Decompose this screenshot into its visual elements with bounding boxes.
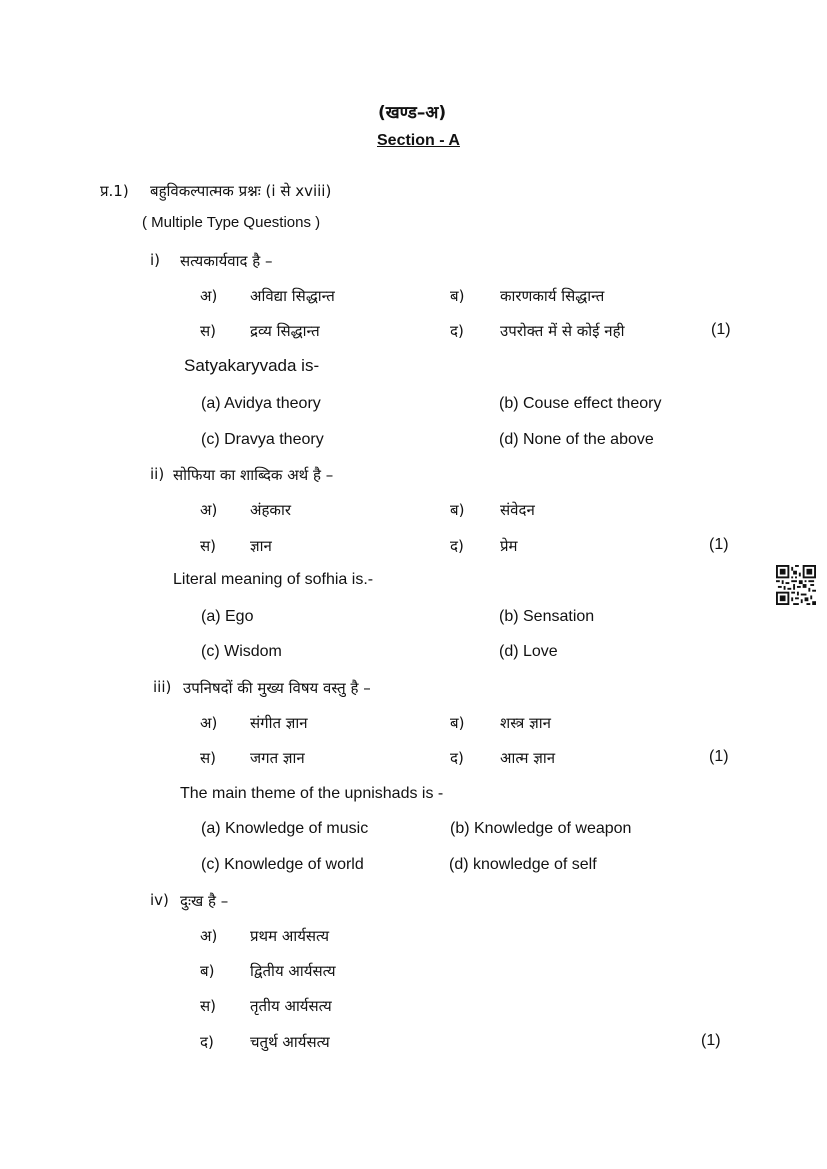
option-text: उपरोक्त में से कोई नही [500, 322, 625, 340]
option-text: संवेदन [500, 501, 535, 519]
english-option: (d) None of the above [499, 431, 654, 448]
option-label: स) [200, 749, 216, 767]
question-number: प्र.1) [100, 182, 129, 200]
subq-number: ii) [150, 465, 165, 483]
option-text: संगीत ज्ञान [250, 714, 308, 732]
marks: (1) [711, 321, 731, 338]
english-option: (b) Sensation [499, 608, 595, 625]
option-label: ब) [200, 962, 215, 980]
english-option: (b) Knowledge of weapon [450, 820, 632, 837]
option-label: अ) [200, 714, 218, 732]
qr-code-icon [776, 565, 816, 605]
option-label: द) [450, 537, 464, 555]
question-heading-hindi: बहुविकल्पात्मक प्रश्नः (i से xviii) [150, 182, 332, 200]
option-text: अविद्या सिद्धान्त [250, 287, 335, 305]
option-text: आत्म ज्ञान [500, 749, 556, 767]
option-text: शस्त्र ज्ञान [500, 714, 551, 732]
subq-number: iii) [153, 678, 172, 696]
option-text: अंहकार [250, 501, 291, 519]
english-option: (a) Ego [201, 608, 254, 625]
english-option: (b) Couse effect theory [499, 395, 662, 412]
option-label: अ) [200, 501, 218, 519]
question-heading-english: ( Multiple Type Questions ) [142, 214, 321, 231]
subq-hindi: उपनिषदों की मुख्य विषय वस्तु है – [183, 679, 371, 697]
option-label: ब) [450, 501, 465, 519]
option-label: स) [200, 537, 216, 555]
option-label: अ) [200, 287, 218, 305]
section-title-hindi: (खण्ड–अ) [378, 103, 447, 123]
section-title-english: Section - A [377, 132, 460, 149]
subq-english: The main theme of the upnishads is - [180, 785, 444, 802]
subq-number: iv) [150, 891, 169, 909]
option-label: ब) [450, 714, 465, 732]
english-option: (c) Dravya theory [201, 431, 324, 448]
option-text: कारणकार्य सिद्धान्त [500, 287, 605, 305]
option-text: द्रव्य सिद्धान्त [250, 322, 320, 340]
option-text: द्वितीय आर्यसत्य [250, 962, 336, 980]
subq-english: Satyakaryvada is- [184, 356, 320, 375]
subq-english: Literal meaning of sofhia is.- [173, 571, 374, 588]
subq-hindi: सोफिया का शाब्दिक अर्थ है – [173, 466, 334, 484]
option-text: प्रथम आर्यसत्य [250, 927, 330, 945]
option-label: ब) [450, 287, 465, 305]
option-text: चतुर्थ आर्यसत्य [250, 1033, 330, 1051]
marks: (1) [709, 536, 729, 553]
subq-hindi: दुःख है – [180, 892, 229, 910]
marks: (1) [709, 748, 729, 765]
option-text: ज्ञान [250, 537, 272, 555]
english-option: (a) Knowledge of music [201, 820, 369, 837]
option-label: द) [450, 749, 464, 767]
option-label: द) [200, 1033, 214, 1051]
english-option: (c) Wisdom [201, 643, 282, 660]
option-label: अ) [200, 927, 218, 945]
option-label: स) [200, 997, 216, 1015]
option-label: स) [200, 322, 216, 340]
english-option: (c) Knowledge of world [201, 856, 364, 873]
option-text: जगत ज्ञान [250, 749, 305, 767]
marks: (1) [701, 1032, 721, 1049]
subq-hindi: सत्यकार्यवाद है – [180, 252, 273, 270]
option-text: तृतीय आर्यसत्य [250, 997, 332, 1015]
subq-number: i) [150, 251, 161, 269]
option-text: प्रेम [500, 537, 518, 555]
english-option: (a) Avidya theory [201, 395, 321, 412]
option-label: द) [450, 322, 464, 340]
english-option: (d) knowledge of self [449, 856, 597, 873]
english-option: (d) Love [499, 643, 558, 660]
